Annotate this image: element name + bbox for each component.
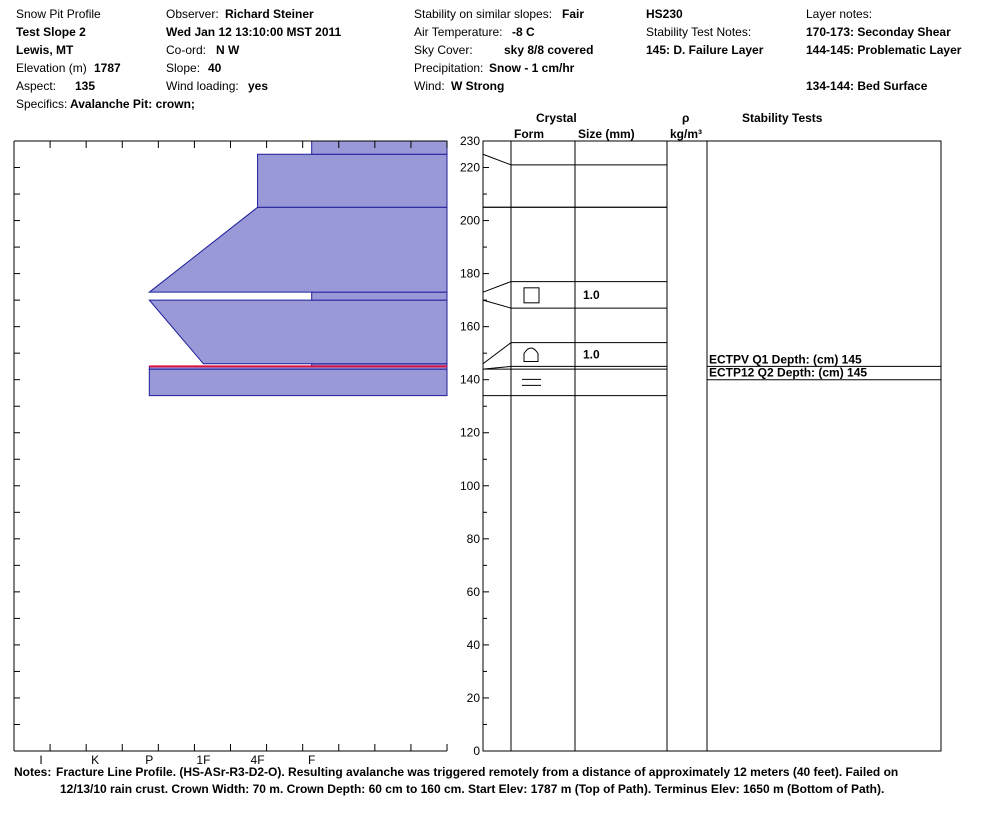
crystal-size-label: 1.0: [583, 287, 600, 302]
air-temp-value: -8 C: [512, 25, 535, 39]
table-border: [483, 141, 941, 751]
height-tick-label: 80: [466, 531, 480, 546]
hardness-layer: [149, 300, 447, 364]
coord-label: Co-ord:: [166, 43, 207, 57]
height-tick-label: 60: [466, 584, 480, 599]
hardness-layer: [312, 292, 447, 300]
wind-value: W Strong: [451, 79, 505, 93]
specifics-value: Avalanche Pit: crown;: [70, 97, 195, 111]
wind-label: Wind:: [414, 79, 445, 93]
crystal-header: Crystal: [536, 111, 577, 125]
air-temp-label: Air Temperature:: [414, 25, 503, 39]
height-tick-label: 230: [459, 134, 480, 148]
height-tick-label: 180: [459, 266, 480, 281]
size-header: Size (mm): [578, 127, 635, 141]
wind-loading-label: Wind loading:: [166, 79, 239, 93]
snow-height: HS230: [646, 7, 683, 21]
stability-value: Fair: [562, 7, 585, 21]
elevation-value: 1787: [94, 61, 121, 75]
stability-tests-header: Stability Tests: [742, 111, 823, 125]
height-tick-label: 220: [459, 160, 480, 175]
layer-notes-label: Layer notes:: [806, 7, 873, 21]
wind-loading-value: yes: [248, 79, 269, 93]
depth-hoar-crystal-icon: [524, 348, 538, 362]
stability-test-label: ECTPV Q1 Depth: (cm) 145: [709, 352, 862, 367]
notes-line-2: 12/13/10 rain crust. Crown Width: 70 m. Crown Depth: 60 cm to 160 cm. Start Elev: 1787 m (Top of Path). Terminus Elev: 1650 m (Bottom of Path).: [60, 782, 885, 796]
height-tick-label: 160: [459, 319, 480, 334]
specifics-label: Specifics:: [16, 97, 68, 111]
stability-test-label: ECTP12 Q2 Depth: (cm) 145: [709, 365, 868, 380]
density-header: ρ: [682, 111, 690, 125]
height-tick-label: 140: [459, 372, 480, 387]
profile-title: Snow Pit Profile: [16, 7, 101, 21]
hardness-tick-label: F: [308, 753, 316, 767]
stability-label: Stability on similar slopes:: [414, 7, 553, 21]
faceted-crystal-icon: [524, 288, 539, 303]
location: Lewis, MT: [16, 43, 74, 57]
stability-note: 145: D. Failure Layer: [646, 43, 764, 57]
height-tick-label: 40: [466, 637, 480, 652]
hardness-tick-label: K: [91, 753, 100, 767]
height-tick-label: 20: [466, 690, 480, 705]
hardness-layer: [149, 207, 447, 292]
hardness-layer: [258, 154, 447, 207]
slope-name: Test Slope 2: [16, 25, 86, 39]
density-unit: kg/m³: [670, 127, 703, 141]
precip-label: Precipitation:: [414, 61, 484, 75]
form-header: Form: [514, 127, 544, 141]
layer-note: 170-173: Seconday Shear: [806, 25, 951, 39]
crystal-size-label: 1.0: [583, 347, 600, 362]
precip-value: Snow - 1 cm/hr: [489, 61, 575, 75]
observation-datetime: Wed Jan 12 13:10:00 MST 2011: [166, 25, 342, 39]
aspect-value: 135: [75, 79, 96, 93]
slope-label: Slope:: [166, 61, 201, 75]
height-tick-label: 120: [459, 425, 480, 440]
hardness-tick-label: 1F: [196, 753, 211, 767]
height-tick-label: 200: [459, 213, 480, 228]
coord-value: N W: [216, 43, 240, 57]
hardness-tick-label: 4F: [250, 753, 265, 767]
notes-line-1: Fracture Line Profile. (HS-ASr-R3-D2-O). Resulting avalanche was triggered remotely from a distance of approximately 12 meters (40 feet). Failed on: [56, 765, 899, 779]
observer-value: Richard Steiner: [225, 7, 314, 21]
height-tick-label: 100: [459, 478, 480, 493]
stability-notes-label: Stability Test Notes:: [646, 25, 752, 39]
elevation-label: Elevation (m): [16, 61, 87, 75]
hardness-tick-label: I: [39, 753, 43, 767]
layer-note: 144-145: Problematic Layer: [806, 43, 962, 57]
observer-label: Observer:: [166, 7, 219, 21]
sky-value: sky 8/8 covered: [504, 43, 594, 57]
hardness-layer: [149, 369, 447, 396]
height-tick-label: 0: [473, 744, 480, 758]
slope-value: 40: [208, 61, 222, 75]
aspect-label: Aspect:: [16, 79, 57, 93]
notes-label: Notes:: [14, 765, 52, 779]
sky-label: Sky Cover:: [414, 43, 473, 57]
hardness-tick-label: P: [145, 753, 154, 767]
layer-note: 134-144: Bed Surface: [806, 79, 928, 93]
hardness-layer: [312, 141, 447, 154]
